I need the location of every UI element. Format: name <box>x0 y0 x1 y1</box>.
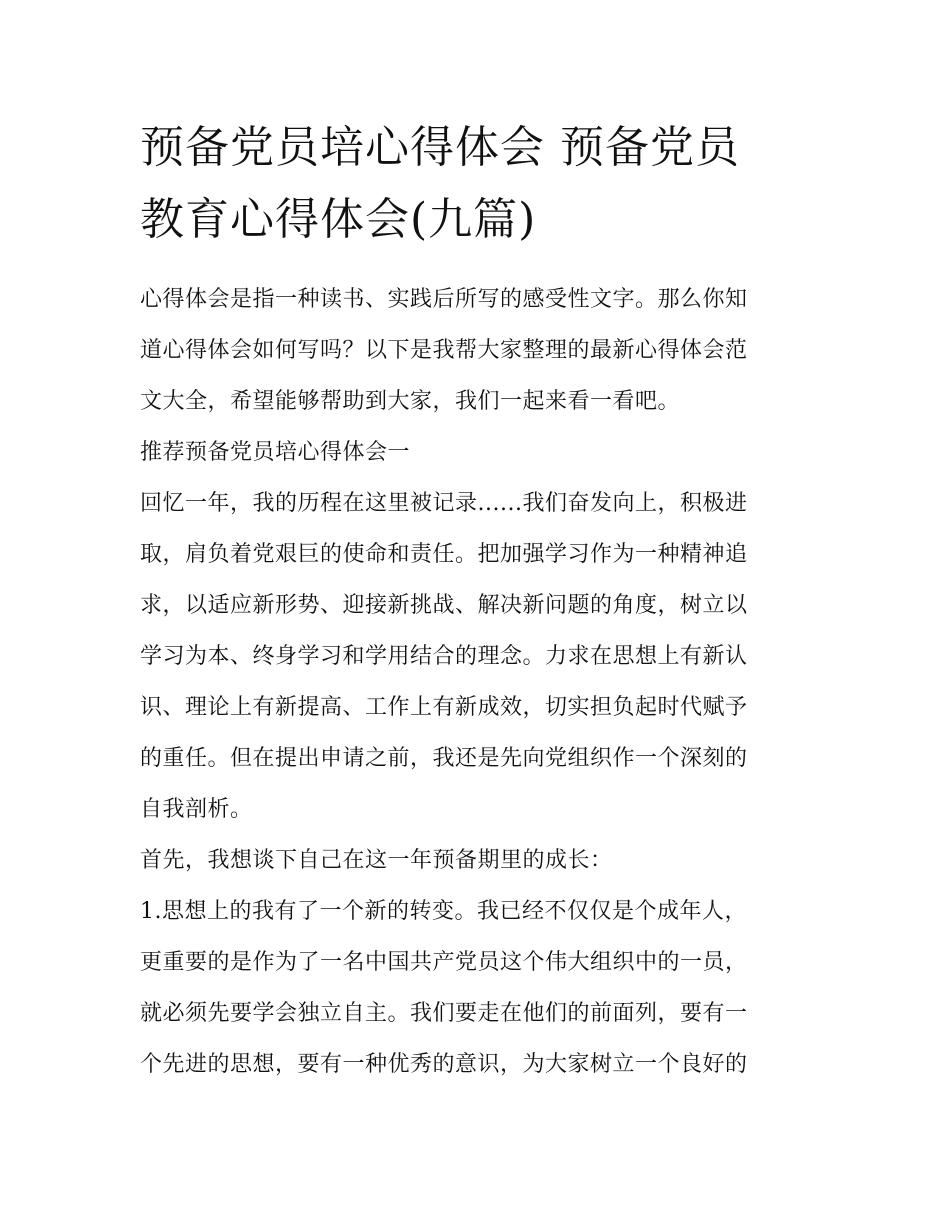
numbered-paragraph <box>140 886 820 1090</box>
text-line: 道心得体会如何写吗？以下是我帮大家整理的最新心得体会范 <box>140 338 748 363</box>
text-line: 识、理论上有新提高、工作上有新成效，切实担负起时代赋予 <box>140 695 748 720</box>
text-line: 首先，我想谈下自己在这一年预备期里的成长： <box>140 848 613 873</box>
title-line-2: 教育心得体会(九篇) <box>140 194 537 245</box>
text-line: 1.思想上的我有了一个新的转变。我已经不仅仅是个成年人， <box>140 899 747 924</box>
text-line: 推荐预备党员培心得体会一 <box>140 440 411 465</box>
document-title <box>140 112 820 256</box>
text-line: 自我剖析。 <box>140 797 253 822</box>
text-line: 个先进的思想，要有一种优秀的意识，为大家树立一个良好的 <box>140 1052 748 1077</box>
text-line: 就必须先要学会独立自主。我们要走在他们的前面列，要有一 <box>140 1001 748 1026</box>
text-line: 心得体会是指一种读书、实践后所写的感受性文字。那么你知 <box>140 287 748 312</box>
text-line: 的重任。但在提出申请之前，我还是先向党组织作一个深刻的 <box>140 746 748 771</box>
body-paragraph <box>140 478 820 835</box>
section-heading <box>140 427 820 478</box>
document-body <box>140 112 820 1090</box>
body-paragraph <box>140 835 820 886</box>
text-line: 求，以适应新形势、迎接新挑战、解决新问题的角度，树立以 <box>140 593 748 618</box>
title-line-1: 预备党员培心得体会 预备党员 <box>140 122 740 173</box>
text-line: 回忆一年，我的历程在这里被记录......我们奋发向上，积极进 <box>140 491 748 516</box>
text-line: 文大全，希望能够帮助到大家，我们一起来看一看吧。 <box>140 389 681 414</box>
text-line: 更重要的是作为了一名中国共产党员这个伟大组织中的一员， <box>140 950 748 975</box>
text-line: 学习为本、终身学习和学用结合的理念。力求在思想上有新认 <box>140 644 748 669</box>
text-line: 取，肩负着党艰巨的使命和责任。把加强学习作为一种精神追 <box>140 542 748 567</box>
intro-paragraph <box>140 274 820 427</box>
